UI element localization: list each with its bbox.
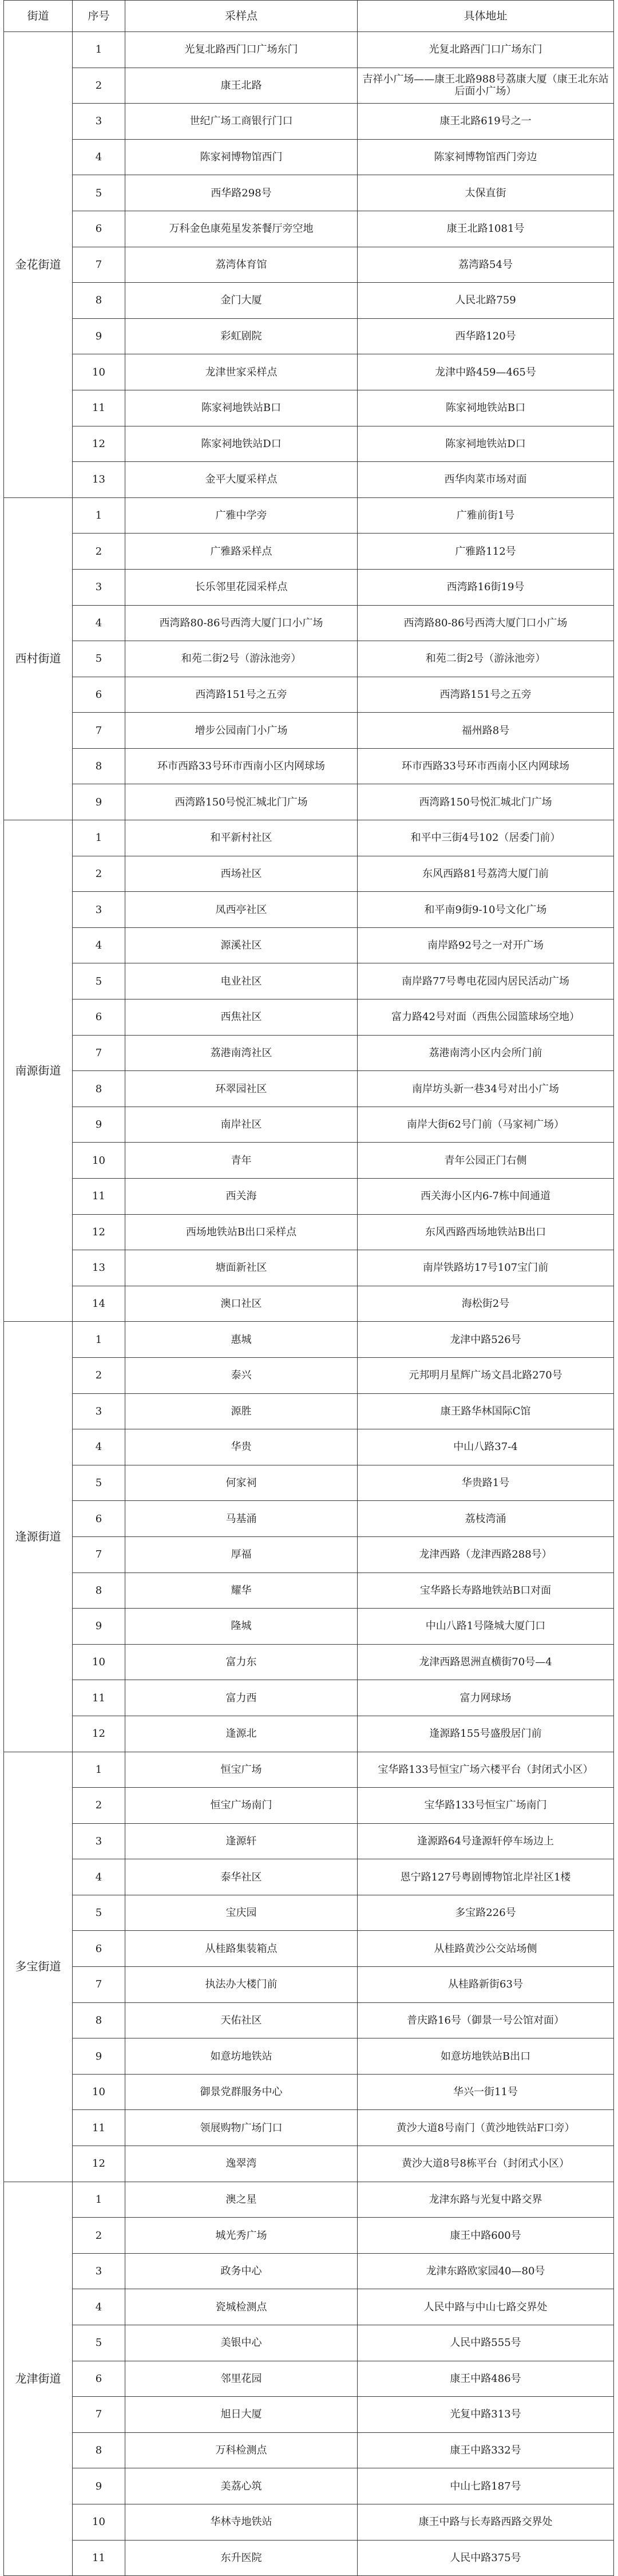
address-cell: 富力路42号对面（西焦公园篮球场空地） <box>358 999 614 1036</box>
address-cell: 广雅前街1号 <box>358 497 614 534</box>
address-cell: 环市西路33号环市西南小区内网球场 <box>358 748 614 784</box>
address-cell: 陈家祠地铁站B口 <box>358 390 614 426</box>
table-row <box>4 856 614 892</box>
sampling-site-cell: 逸翠湾 <box>125 2146 358 2182</box>
address-cell: 龙津中路459—465号 <box>358 354 614 390</box>
row-number-cell: 13 <box>73 462 125 498</box>
address-cell: 西华肉菜市场对面 <box>358 462 614 498</box>
address-cell: 青年公园正门右侧 <box>358 1143 614 1179</box>
sampling-site-cell: 龙津世家采样点 <box>125 354 358 390</box>
address-cell: 康王中路600号 <box>358 2218 614 2254</box>
address-cell: 南岸路92号之一对开广场 <box>358 927 614 963</box>
row-number-cell: 13 <box>73 1250 125 1286</box>
table-row <box>4 462 614 498</box>
street-name-cell: 金花街道 <box>4 32 73 498</box>
table-row <box>4 104 614 140</box>
row-number-cell: 9 <box>73 318 125 354</box>
table-row <box>4 1501 614 1537</box>
address-cell: 人民中路555号 <box>358 2325 614 2361</box>
table-row <box>4 999 614 1036</box>
address-cell: 康王中路486号 <box>358 2361 614 2397</box>
row-number-cell: 10 <box>73 354 125 390</box>
sampling-site-cell: 万科金色康苑星发茶餐厅旁空地 <box>125 211 358 247</box>
sampling-site-cell: 西湾路150号悦汇城北门广场 <box>125 784 358 820</box>
row-number-cell: 9 <box>73 2038 125 2075</box>
sampling-site-cell: 东升医院 <box>125 2540 358 2576</box>
row-number-cell: 11 <box>73 390 125 426</box>
row-number-cell: 1 <box>73 2182 125 2218</box>
row-number-cell: 4 <box>73 139 125 175</box>
table-row <box>4 2002 614 2038</box>
table-body <box>4 32 614 2576</box>
sampling-site-cell: 泰华社区 <box>125 1859 358 1895</box>
address-cell: 康王北路619号之一 <box>358 104 614 140</box>
address-cell: 陈家祠博物馆西门旁边 <box>358 139 614 175</box>
table-row <box>4 1071 614 1107</box>
table-row <box>4 497 614 534</box>
sampling-site-cell: 宝庆园 <box>125 1895 358 1931</box>
row-number-cell: 4 <box>73 927 125 963</box>
row-number-cell: 5 <box>73 175 125 211</box>
table-row <box>4 2540 614 2576</box>
sampling-site-cell: 富力东 <box>125 1644 358 1680</box>
sampling-site-cell: 凤西亭社区 <box>125 892 358 928</box>
row-number-cell: 11 <box>73 2110 125 2146</box>
table-row <box>4 1609 614 1645</box>
row-number-cell: 6 <box>73 999 125 1036</box>
row-number-cell: 4 <box>73 2289 125 2325</box>
row-number-cell: 12 <box>73 426 125 462</box>
row-number-cell: 2 <box>73 68 125 104</box>
sampling-site-cell: 长乐邻里花园采样点 <box>125 569 358 605</box>
row-number-cell: 2 <box>73 534 125 570</box>
address-cell: 光复北路西门口广场东门 <box>358 32 614 68</box>
sampling-site-cell: 澳之星 <box>125 2182 358 2218</box>
table-row <box>4 1143 614 1179</box>
address-cell: 黄沙大道8号南门（黄沙地铁站F口旁） <box>358 2110 614 2146</box>
sampling-site-cell: 金门大厦 <box>125 283 358 319</box>
table-row <box>4 175 614 211</box>
address-cell: 西湾路150号悦汇城北门广场 <box>358 784 614 820</box>
address-cell: 多宝路226号 <box>358 1895 614 1931</box>
address-cell: 从桂路新街63号 <box>358 1967 614 2003</box>
row-number-cell: 10 <box>73 1644 125 1680</box>
row-number-cell: 7 <box>73 713 125 749</box>
table-row <box>4 748 614 784</box>
row-number-cell: 9 <box>73 1609 125 1645</box>
row-number-cell: 3 <box>73 1393 125 1429</box>
header-sampling-site: 采样点 <box>125 1 358 32</box>
table-row <box>4 927 614 963</box>
sampling-site-cell: 环市西路33号环市西南小区内网球场 <box>125 748 358 784</box>
address-cell: 西湾路151号之五旁 <box>358 677 614 713</box>
sampling-site-cell: 泰兴 <box>125 1357 358 1393</box>
row-number-cell: 10 <box>73 2074 125 2110</box>
table-row <box>4 1035 614 1071</box>
row-number-cell: 10 <box>73 1143 125 1179</box>
street-name-cell: 西村街道 <box>4 497 73 820</box>
sampling-site-cell: 西湾路80-86号西湾大厦门口小广场 <box>125 605 358 641</box>
address-cell: 龙津东路欧家园40—80号 <box>358 2253 614 2289</box>
table-row <box>4 1967 614 2003</box>
address-cell: 黄沙大道8号8栋平台（封闭式小区） <box>358 2146 614 2182</box>
sampling-site-cell: 美荔心筑 <box>125 2468 358 2504</box>
row-number-cell: 7 <box>73 1035 125 1071</box>
row-number-cell: 7 <box>73 247 125 283</box>
table-row <box>4 247 614 283</box>
address-cell: 荔湾路54号 <box>358 247 614 283</box>
address-cell: 和平中三街4号102（居委门前） <box>358 820 614 856</box>
table-row <box>4 2325 614 2361</box>
row-number-cell: 3 <box>73 892 125 928</box>
table-row <box>4 1895 614 1931</box>
table-row <box>4 2504 614 2540</box>
sampling-site-cell: 澳口社区 <box>125 1286 358 1322</box>
row-number-cell: 5 <box>73 1895 125 1931</box>
address-cell: 吉祥小广场——康王北路988号荔康大厦（康王北东站后面小广场） <box>358 68 614 104</box>
sampling-site-cell: 执法办大楼门前 <box>125 1967 358 2003</box>
table-row <box>4 2289 614 2325</box>
table-row <box>4 1107 614 1143</box>
sampling-site-cell: 电业社区 <box>125 963 358 999</box>
address-cell: 宝华路133号恒宝广场南门 <box>358 1788 614 1824</box>
sampling-site-cell: 从桂路集装箱点 <box>125 1931 358 1967</box>
sampling-site-cell: 领展购物广场门口 <box>125 2110 358 2146</box>
sampling-site-cell: 荔湾体育馆 <box>125 247 358 283</box>
sampling-site-cell: 天佑社区 <box>125 2002 358 2038</box>
address-cell: 荔枝湾涌 <box>358 1501 614 1537</box>
sampling-site-cell: 和苑二街2号（游泳池旁） <box>125 641 358 677</box>
street-name-cell: 逢源街道 <box>4 1322 73 1752</box>
header-row <box>4 1 614 32</box>
row-number-cell: 6 <box>73 1931 125 1967</box>
row-number-cell: 3 <box>73 2253 125 2289</box>
address-cell: 南岸大街62号门前（马家祠广场） <box>358 1107 614 1143</box>
table-row <box>4 1393 614 1429</box>
sampling-site-cell: 光复北路西门口广场东门 <box>125 32 358 68</box>
sampling-site-cell: 逢源北 <box>125 1716 358 1752</box>
row-number-cell: 2 <box>73 856 125 892</box>
sampling-site-cell: 广雅中学旁 <box>125 497 358 534</box>
address-cell: 普庆路16号（御景一号公馆对面） <box>358 2002 614 2038</box>
sampling-site-cell: 南岸社区 <box>125 1107 358 1143</box>
table-row <box>4 1680 614 1716</box>
row-number-cell: 8 <box>73 1071 125 1107</box>
table-row <box>4 1573 614 1609</box>
address-cell: 龙津中路526号 <box>358 1322 614 1358</box>
row-number-cell: 2 <box>73 2218 125 2254</box>
sampling-site-cell: 增步公园南门小广场 <box>125 713 358 749</box>
row-number-cell: 2 <box>73 1788 125 1824</box>
sampling-site-cell: 惠城 <box>125 1322 358 1358</box>
table-row <box>4 1716 614 1752</box>
row-number-cell: 12 <box>73 1214 125 1250</box>
address-cell: 逢源路64号逢源轩停车场边上 <box>358 1823 614 1859</box>
sampling-site-cell: 富力西 <box>125 1680 358 1716</box>
sampling-site-cell: 西场地铁站B出口采样点 <box>125 1214 358 1250</box>
sampling-site-cell: 陈家祠博物馆西门 <box>125 139 358 175</box>
address-cell: 从桂路黄沙公交站场侧 <box>358 1931 614 1967</box>
row-number-cell: 10 <box>73 2504 125 2540</box>
sampling-site-cell: 源溪社区 <box>125 927 358 963</box>
row-number-cell: 11 <box>73 1179 125 1215</box>
row-number-cell: 4 <box>73 605 125 641</box>
address-cell: 广雅路112号 <box>358 534 614 570</box>
row-number-cell: 6 <box>73 2361 125 2397</box>
sampling-site-cell: 塘面新社区 <box>125 1250 358 1286</box>
row-number-cell: 2 <box>73 1357 125 1393</box>
table-row <box>4 569 614 605</box>
address-cell: 和平南9街9-10号文化广场 <box>358 892 614 928</box>
header-number: 序号 <box>73 1 125 32</box>
row-number-cell: 12 <box>73 2146 125 2182</box>
sampling-site-cell: 金平大厦采样点 <box>125 462 358 498</box>
row-number-cell: 6 <box>73 211 125 247</box>
table-row <box>4 713 614 749</box>
address-cell: 龙津西路（龙津西路288号） <box>358 1536 614 1573</box>
sampling-site-cell: 荔港南湾社区 <box>125 1035 358 1071</box>
address-cell: 南岸路77号粤电花园内居民活动广场 <box>358 963 614 999</box>
row-number-cell: 8 <box>73 2432 125 2468</box>
sampling-site-cell: 彩虹剧院 <box>125 318 358 354</box>
row-number-cell: 3 <box>73 569 125 605</box>
row-number-cell: 8 <box>73 2002 125 2038</box>
sampling-site-cell: 西关海 <box>125 1179 358 1215</box>
sampling-site-cell: 广雅路采样点 <box>125 534 358 570</box>
table-row <box>4 354 614 390</box>
row-number-cell: 7 <box>73 2397 125 2433</box>
table-row <box>4 1644 614 1680</box>
address-cell: 宝华路133号恒宝广场六楼平台（封闭式小区） <box>358 1752 614 1788</box>
row-number-cell: 1 <box>73 497 125 534</box>
table-row <box>4 1322 614 1358</box>
row-number-cell: 8 <box>73 283 125 319</box>
table-row <box>4 641 614 677</box>
header-address: 具体地址 <box>358 1 614 32</box>
row-number-cell: 5 <box>73 1465 125 1501</box>
table-row <box>4 1536 614 1573</box>
table-row <box>4 283 614 319</box>
sampling-site-cell: 邻里花园 <box>125 2361 358 2397</box>
row-number-cell: 1 <box>73 820 125 856</box>
row-number-cell: 3 <box>73 1823 125 1859</box>
table-row <box>4 1357 614 1393</box>
address-cell: 康王北路1081号 <box>358 211 614 247</box>
address-cell: 中山七路187号 <box>358 2468 614 2504</box>
table-row <box>4 1823 614 1859</box>
street-name-cell: 龙津街道 <box>4 2182 73 2576</box>
sampling-site-cell: 世纪广场工商银行门口 <box>125 104 358 140</box>
row-number-cell: 8 <box>73 748 125 784</box>
address-cell: 和苑二街2号（游泳池旁） <box>358 641 614 677</box>
table-row <box>4 1752 614 1788</box>
table-row <box>4 1931 614 1967</box>
address-cell: 光复中路313号 <box>358 2397 614 2433</box>
sampling-site-cell: 华贵 <box>125 1429 358 1465</box>
sampling-site-cell: 和平新村社区 <box>125 820 358 856</box>
row-number-cell: 5 <box>73 963 125 999</box>
table-row <box>4 2361 614 2397</box>
sampling-site-cell: 西湾路151号之五旁 <box>125 677 358 713</box>
sampling-site-cell: 恒宝广场 <box>125 1752 358 1788</box>
table-row <box>4 211 614 247</box>
table-row <box>4 2253 614 2289</box>
row-number-cell: 7 <box>73 1967 125 2003</box>
table-row <box>4 784 614 820</box>
table-row <box>4 318 614 354</box>
row-number-cell: 1 <box>73 1322 125 1358</box>
sampling-site-cell: 隆城 <box>125 1609 358 1645</box>
table-row <box>4 820 614 856</box>
sampling-site-cell: 瓷城检测点 <box>125 2289 358 2325</box>
sampling-site-cell: 御景党群服务中心 <box>125 2074 358 2110</box>
address-cell: 华贵路1号 <box>358 1465 614 1501</box>
sampling-site-cell: 源胜 <box>125 1393 358 1429</box>
sampling-site-cell: 何家祠 <box>125 1465 358 1501</box>
sampling-site-cell: 马基涌 <box>125 1501 358 1537</box>
sampling-site-cell: 厚福 <box>125 1536 358 1573</box>
table-row <box>4 139 614 175</box>
header-street: 街道 <box>4 1 73 32</box>
row-number-cell: 12 <box>73 1716 125 1752</box>
address-cell: 逢源路155号盛殷居门前 <box>358 1716 614 1752</box>
row-number-cell: 9 <box>73 1107 125 1143</box>
row-number-cell: 6 <box>73 677 125 713</box>
row-number-cell: 9 <box>73 2468 125 2504</box>
address-cell: 西关海小区内6-7栋中间通道 <box>358 1179 614 1215</box>
sampling-site-cell: 陈家祠地铁站D口 <box>125 426 358 462</box>
row-number-cell: 1 <box>73 32 125 68</box>
row-number-cell: 4 <box>73 1429 125 1465</box>
sampling-site-cell: 耀华 <box>125 1573 358 1609</box>
row-number-cell: 9 <box>73 784 125 820</box>
table-row <box>4 1214 614 1250</box>
table-row <box>4 426 614 462</box>
address-cell: 福州路8号 <box>358 713 614 749</box>
street-name-cell: 南源街道 <box>4 820 73 1322</box>
table-row <box>4 2468 614 2504</box>
address-cell: 富力网球场 <box>358 1680 614 1716</box>
row-number-cell: 6 <box>73 1501 125 1537</box>
sampling-site-cell: 如意坊地铁站 <box>125 2038 358 2075</box>
table-row <box>4 2074 614 2110</box>
sampling-site-cell: 美银中心 <box>125 2325 358 2361</box>
sampling-site-cell: 华林寺地铁站 <box>125 2504 358 2540</box>
table-row <box>4 1250 614 1286</box>
table-row <box>4 390 614 426</box>
address-cell: 元邦明月星辉广场文昌北路270号 <box>358 1357 614 1393</box>
table-row <box>4 963 614 999</box>
row-number-cell: 1 <box>73 1752 125 1788</box>
address-cell: 陈家祠地铁站D口 <box>358 426 614 462</box>
table-row <box>4 2218 614 2254</box>
address-cell: 康王中路332号 <box>358 2432 614 2468</box>
table-row <box>4 1286 614 1322</box>
row-number-cell: 11 <box>73 2540 125 2576</box>
sampling-site-cell: 城光秀广场 <box>125 2218 358 2254</box>
table-row <box>4 32 614 68</box>
address-cell: 康王路华林国际C馆 <box>358 1393 614 1429</box>
address-cell: 西华路120号 <box>358 318 614 354</box>
address-cell: 宝华路长寿路地铁站B口对面 <box>358 1573 614 1609</box>
address-cell: 如意坊地铁站B出口 <box>358 2038 614 2075</box>
sampling-site-cell: 万科检测点 <box>125 2432 358 2468</box>
address-cell: 太保直街 <box>358 175 614 211</box>
address-cell: 中山八路1号隆城大厦门口 <box>358 1609 614 1645</box>
row-number-cell: 7 <box>73 1536 125 1573</box>
sampling-site-cell: 西场社区 <box>125 856 358 892</box>
sampling-site-cell: 政务中心 <box>125 2253 358 2289</box>
table-row <box>4 2110 614 2146</box>
row-number-cell: 14 <box>73 1286 125 1322</box>
sampling-site-cell: 青年 <box>125 1143 358 1179</box>
sampling-site-cell: 旭日大厦 <box>125 2397 358 2433</box>
row-number-cell: 4 <box>73 1859 125 1895</box>
table-row <box>4 1465 614 1501</box>
table-row <box>4 1859 614 1895</box>
address-cell: 康王中路与长寿路西路交界处 <box>358 2504 614 2540</box>
row-number-cell: 11 <box>73 1680 125 1716</box>
table-row <box>4 1429 614 1465</box>
sampling-site-cell: 西焦社区 <box>125 999 358 1036</box>
address-cell: 华兴一街11号 <box>358 2074 614 2110</box>
address-cell: 龙津西路恩洲直横街70号—4 <box>358 1644 614 1680</box>
address-cell: 东风西路西场地铁站B出口 <box>358 1214 614 1250</box>
address-cell: 人民中路375号 <box>358 2540 614 2576</box>
address-cell: 南岸坊头新一巷34号对出小广场 <box>358 1071 614 1107</box>
sampling-site-cell: 陈家祠地铁站B口 <box>125 390 358 426</box>
table-row <box>4 68 614 104</box>
street-name-cell: 多宝街道 <box>4 1752 73 2182</box>
table-row <box>4 605 614 641</box>
table-row <box>4 2397 614 2433</box>
address-cell: 人民中路与中山七路交界处 <box>358 2289 614 2325</box>
address-cell: 南岸铁路坊17号107宝门前 <box>358 1250 614 1286</box>
row-number-cell: 8 <box>73 1573 125 1609</box>
address-cell: 中山八路37-4 <box>358 1429 614 1465</box>
sampling-sites-table <box>3 0 614 2576</box>
sampling-site-cell: 环翠园社区 <box>125 1071 358 1107</box>
table-row <box>4 2146 614 2182</box>
table-row <box>4 534 614 570</box>
sampling-site-cell: 恒宝广场南门 <box>125 1788 358 1824</box>
sampling-site-cell: 逢源轩 <box>125 1823 358 1859</box>
row-number-cell: 5 <box>73 2325 125 2361</box>
table-row <box>4 2038 614 2075</box>
address-cell: 人民北路759 <box>358 283 614 319</box>
row-number-cell: 3 <box>73 104 125 140</box>
address-cell: 西湾路80-86号西湾大厦门口小广场 <box>358 605 614 641</box>
table-row <box>4 1179 614 1215</box>
row-number-cell: 5 <box>73 641 125 677</box>
sampling-site-cell: 康王北路 <box>125 68 358 104</box>
address-cell: 西湾路16街19号 <box>358 569 614 605</box>
table-row <box>4 892 614 928</box>
table-row <box>4 2182 614 2218</box>
sampling-site-cell: 西华路298号 <box>125 175 358 211</box>
address-cell: 龙津东路与光复中路交界 <box>358 2182 614 2218</box>
address-cell: 东风西路81号荔湾大厦门前 <box>358 856 614 892</box>
address-cell: 恩宁路127号粤剧博物馆北岸社区1楼 <box>358 1859 614 1895</box>
address-cell: 海松街2号 <box>358 1286 614 1322</box>
table-row <box>4 2432 614 2468</box>
address-cell: 荔港南湾小区内会所门前 <box>358 1035 614 1071</box>
table-row <box>4 677 614 713</box>
table-row <box>4 1788 614 1824</box>
